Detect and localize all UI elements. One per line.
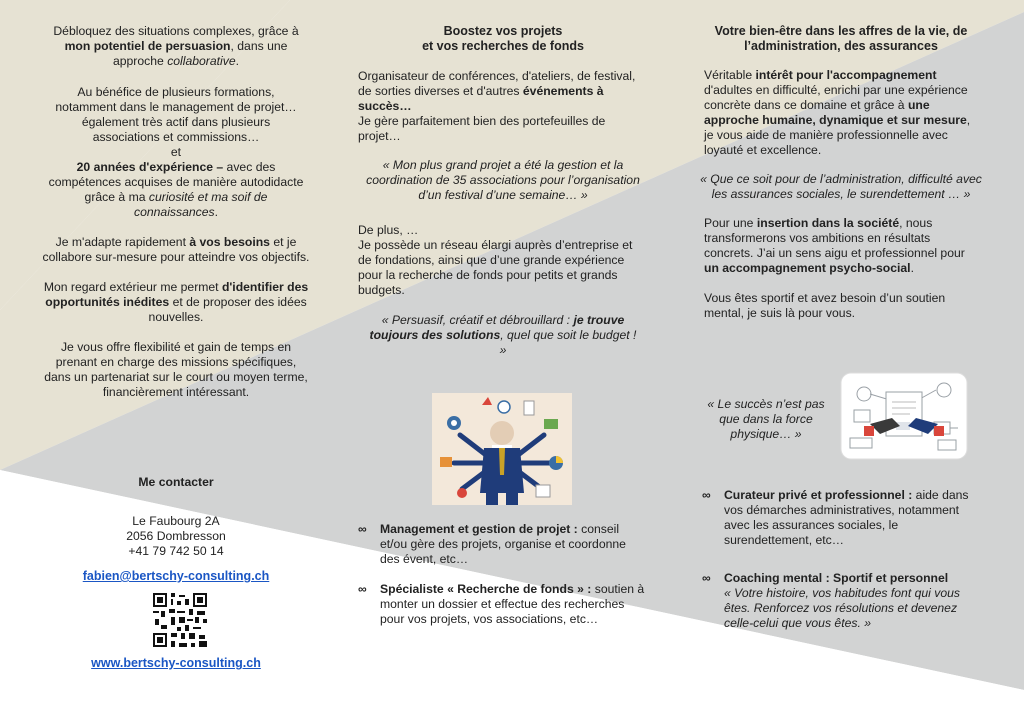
de-plus-text: De plus, … [358,223,419,237]
administration-quote: « Que ce soit pour de l’administration, difficulté avec les assurances sociales, le surendettement … » [700,172,982,201]
service-fundraising: ∞ Spécialiste « Recherche de fonds » : soutien à monter un dossier et effectue des recherches pour vos projets, vos associations, etc… [358,582,645,626]
website-link[interactable]: www.bertschy-consulting.ch [91,656,261,670]
address-line-2: 2056 Dombresson [126,529,226,543]
intro-paragraph: Débloquez des situations complexes, grâce à mon potentiel de persuasion, dans une approche collaborative. [53,24,299,68]
email-link[interactable]: fabien@bertschy-consulting.ch [82,569,270,583]
adapt-paragraph: Je m'adapte rapidement à vos besoins et je collabore sur-mesure pour atteindre vos objectifs. [42,235,310,264]
infinity-bullet-icon: ∞ [702,571,711,585]
insertion-paragraph: Pour une insertion dans la société, nous transformerons vos ambitions en résultats concrets. J’ai un sens aigu et professionnel pour un accompagnement psycho-social. [704,216,965,275]
middle-services [358,522,648,627]
infinity-bullet-icon: ∞ [702,488,711,502]
service-curateur: ∞ Curateur privé et professionnel : aide dans vos démarches administratives, notamment avec les assurances sociales, le surendettement, etc… [702,488,969,547]
right-services [702,488,980,631]
column-right [700,24,982,321]
service-management: ∞ Management et gestion de projet : conseil et/ou gère des projets, organise et coordonne des évent, etc… [358,522,626,566]
experience-paragraph: 20 années d'expérience – avec des compétences acquises de manière autodidacte grâce à ma curiosité et ma soif de connaissances. [48,160,304,219]
business-handshake-illustration [840,372,968,460]
column-middle [358,24,648,358]
reseau-paragraph: Je possède un réseau élargi auprès d’entreprise et de fondations, ainsi que d’une grande expérience pour la recherche de fonds pour petits et grands budgets. [358,238,633,297]
regard-paragraph: Mon regard extérieur me permet d'identifier des opportunités inédites et de proposer des idées nouvelles. [43,280,309,324]
festival-quote: « Mon plus grand projet a été la gestion et la coordination de 35 associations pour l’organisation d’un festival d’une semaine… » [366,158,640,202]
qr-code-icon [153,593,207,647]
accompagnement-paragraph: Véritable intérêt pour l'accompagnement d'adultes en difficulté, enrichi par une expérience concrète dans ce domaine et grâce à une approche humaine, dynamique et sur mesure, je vous aide de manière professionnelle avec loyauté et excellence. [704,68,971,157]
organisateur-paragraph: Organisateur de conférences, d'ateliers, de festival, de sorties diverses et d'autres événements à succès… [358,69,636,113]
sportif-paragraph: Vous êtes sportif et avez besoin d’un soutien mental, je suis là pour vous. [704,291,946,320]
website-block [42,656,310,671]
formations-paragraph: Au bénéfice de plusieurs formations, notamment dans le management de projet… également très actif dans plusieurs associations et commissions… [55,85,297,144]
service-coaching: ∞ Coaching mental : Sportif et personnel « Votre histoire, vos habitudes font qui vous êtes. Renforcez vos résolutions et devenez celle-celui que vous êtes. » [702,571,960,630]
infinity-bullet-icon: ∞ [358,582,367,596]
contact-title: Me contacter [138,475,214,489]
flexibility-paragraph: Je vous offre flexibilité et gain de temps en prenant en charge des missions spécifiques, dans un partenariat sur le court ou moyen terme, financièrement intéressant. [44,340,308,399]
right-title-line-2: l’administration, des assurances [744,39,938,53]
success-quote: « Le succès n’est pas que dans la force physique… » [707,397,825,441]
persuasif-quote: « Persuasif, créatif et débrouillard : je trouve toujours des solutions, quel que soit le budget ! » [369,313,637,357]
contact-block [42,475,310,584]
phone-number: +41 79 742 50 14 [128,544,224,558]
et-text: et [170,145,182,159]
middle-title-line-1: Boostez vos projets [443,24,563,38]
column-left [42,24,310,400]
right-title-line-1: Votre bien-être dans les affres de la vie, de [714,24,968,38]
middle-title-line-2: et vos recherches de fonds [422,39,584,53]
infinity-bullet-icon: ∞ [358,522,367,536]
address-line-1: Le Faubourg 2A [132,514,220,528]
portefeuilles-paragraph: Je gère parfaitement bien des portefeuilles de projet… [358,114,606,143]
multitasking-businessman-illustration [432,393,572,505]
